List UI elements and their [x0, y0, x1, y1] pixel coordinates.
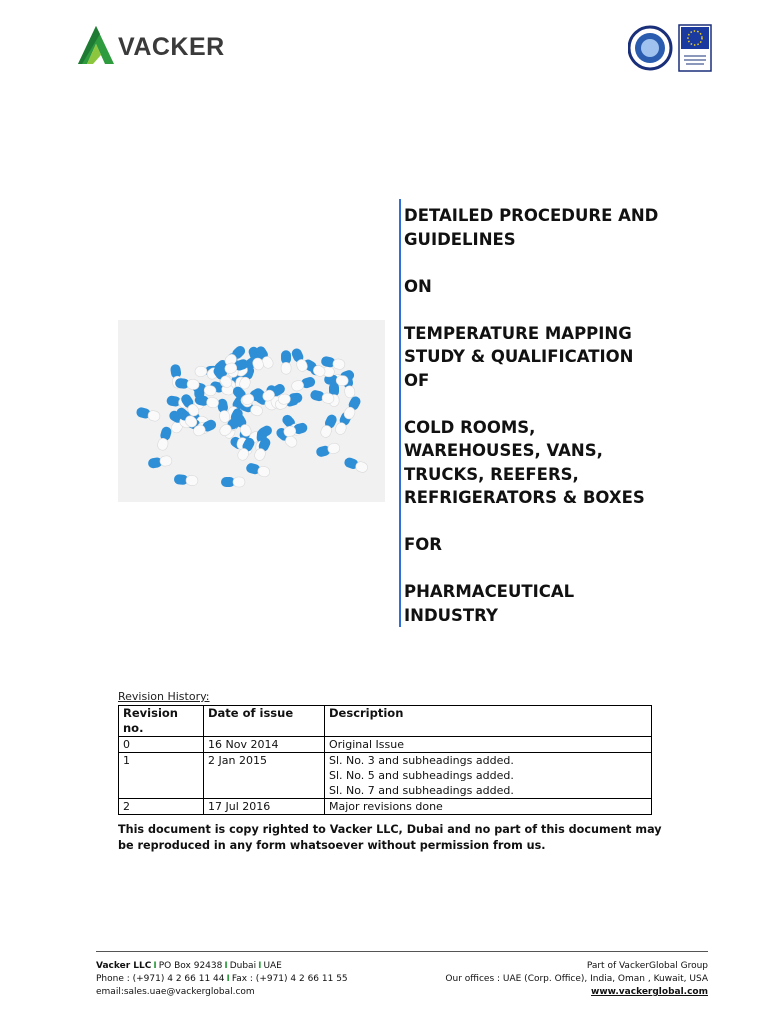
date-cell: 2 Jan 2015: [204, 753, 325, 799]
cert-seal-icon: [629, 27, 671, 69]
title-line: COLD ROOMS, WAREHOUSES, VANS, TRUCKS, REEFERS, REFRIGERATORS & BOXES: [404, 417, 645, 507]
certification-badges: [628, 20, 718, 76]
footer-email[interactable]: email:sales.uae@vackerglobal.com: [96, 987, 255, 997]
desc-line: Sl. No. 3 and subheadings added.: [329, 754, 514, 767]
cert-eu-badge-icon: [679, 25, 711, 71]
footer-fax: Fax : (+971) 4 2 66 11 55: [231, 974, 348, 984]
document-title: [404, 204, 704, 651]
revision-history-caption: Revision History:: [118, 690, 210, 703]
rev-cell: 2: [119, 799, 204, 815]
copyright-notice: This document is copy righted to Vacker LLC, Dubai and no part of this document may be reproduced in any form whatsoever without permission from us.: [118, 823, 662, 852]
footer-address-line: Vacker LLC I PO Box 92438 I Dubai I UAE: [96, 961, 282, 971]
table-header-row: [119, 706, 652, 737]
footer-website-link[interactable]: www.vackerglobal.com: [591, 987, 708, 997]
date-cell: 17 Jul 2016: [204, 799, 325, 815]
column-header: Description: [325, 706, 652, 737]
footer-city: Dubai: [229, 961, 257, 971]
date-cell: 16 Nov 2014: [204, 737, 325, 753]
vacker-logo-icon: [74, 24, 118, 66]
title-accent-bar: [399, 199, 401, 627]
desc-line: Original Issue: [329, 738, 404, 751]
footer-divider: [96, 951, 708, 952]
desc-cell: [325, 799, 652, 815]
footer-phone-line: Phone : (+971) 4 2 66 11 44 I Fax : (+971) 4 2 66 11 55: [96, 974, 348, 984]
desc-cell: [325, 753, 652, 799]
footer-offices: Our offices : UAE (Corp. Office), India, Oman , Kuwait, USA: [445, 974, 708, 984]
footer-group: Part of VackerGlobal Group: [586, 961, 708, 971]
column-header: Revision no.: [119, 706, 204, 737]
footer-group-info: [408, 960, 708, 999]
title-line: FOR: [404, 535, 443, 554]
rev-cell: 1: [119, 753, 204, 799]
desc-line: Sl. No. 5 and subheadings added.: [329, 769, 514, 782]
table-row: [119, 799, 652, 815]
desc-line: Major revisions done: [329, 800, 443, 813]
footer-contact: [96, 960, 416, 999]
footer-po-box: PO Box 92438: [158, 961, 223, 971]
title-line: PHARMACEUTICAL INDUSTRY: [404, 582, 575, 625]
desc-cell: [325, 737, 652, 753]
revision-history-table: [118, 705, 652, 815]
capsules-photo: [118, 320, 385, 502]
vacker-logo: [74, 22, 224, 70]
logo-text: VACKER: [118, 33, 225, 61]
footer-company: Vacker LLC: [96, 961, 152, 971]
footer-country: UAE: [263, 961, 282, 971]
title-line: DETAILED PROCEDURE AND GUIDELINES: [404, 206, 659, 249]
column-header: Date of issue: [204, 706, 325, 737]
title-line: TEMPERATURE MAPPING STUDY & QUALIFICATION OF: [404, 323, 634, 390]
footer-phone: Phone : (+971) 4 2 66 11 44: [96, 974, 225, 984]
desc-line: Sl. No. 7 and subheadings added.: [329, 784, 514, 797]
title-line: ON: [404, 276, 432, 296]
rev-cell: 0: [119, 737, 204, 753]
table-row: [119, 737, 652, 753]
table-row: [119, 753, 652, 799]
